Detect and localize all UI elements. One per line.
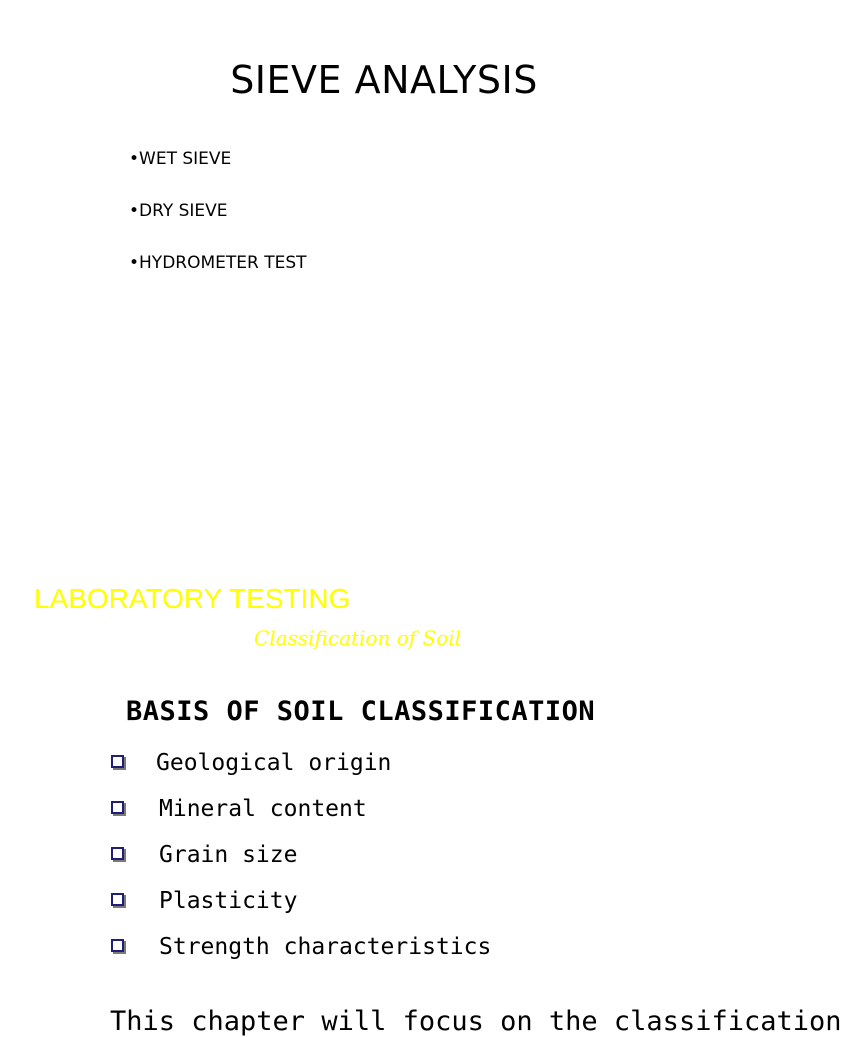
bullet-item-wet-sieve: •WET SIEVE xyxy=(129,149,232,169)
list-item xyxy=(111,748,491,794)
checkbox-bullet-icon xyxy=(111,801,124,814)
list-item xyxy=(111,932,491,978)
bullet-list xyxy=(129,148,307,304)
list-item xyxy=(111,886,491,932)
item-strength-characteristics: Strength characteristics xyxy=(159,934,492,960)
item-geological-origin: Geological origin xyxy=(156,750,392,776)
slide-title: SIEVE ANALYSIS xyxy=(230,58,538,102)
item-grain-size: Grain size xyxy=(159,842,298,868)
item-mineral-content: Mineral content xyxy=(159,796,367,822)
checkbox-bullet-icon xyxy=(111,755,124,768)
classification-subheading: Classification of Soil xyxy=(254,626,462,650)
checkbox-bullet-icon xyxy=(111,847,124,860)
basis-list xyxy=(111,748,491,978)
bullet-item-dry-sieve: •DRY SIEVE xyxy=(129,201,228,221)
laboratory-testing-heading: LABORATORY TESTING xyxy=(34,583,351,614)
bullet-item-hydrometer-test: •HYDROMETER TEST xyxy=(129,253,307,273)
checkbox-bullet-icon xyxy=(111,939,124,952)
item-plasticity: Plasticity xyxy=(159,888,298,914)
basis-title: BASIS OF SOIL CLASSIFICATION xyxy=(126,696,596,727)
cutoff-paragraph: This chapter will focus on the classification xyxy=(110,1006,842,1037)
list-item xyxy=(111,794,491,840)
checkbox-bullet-icon xyxy=(111,893,124,906)
list-item xyxy=(111,840,491,886)
